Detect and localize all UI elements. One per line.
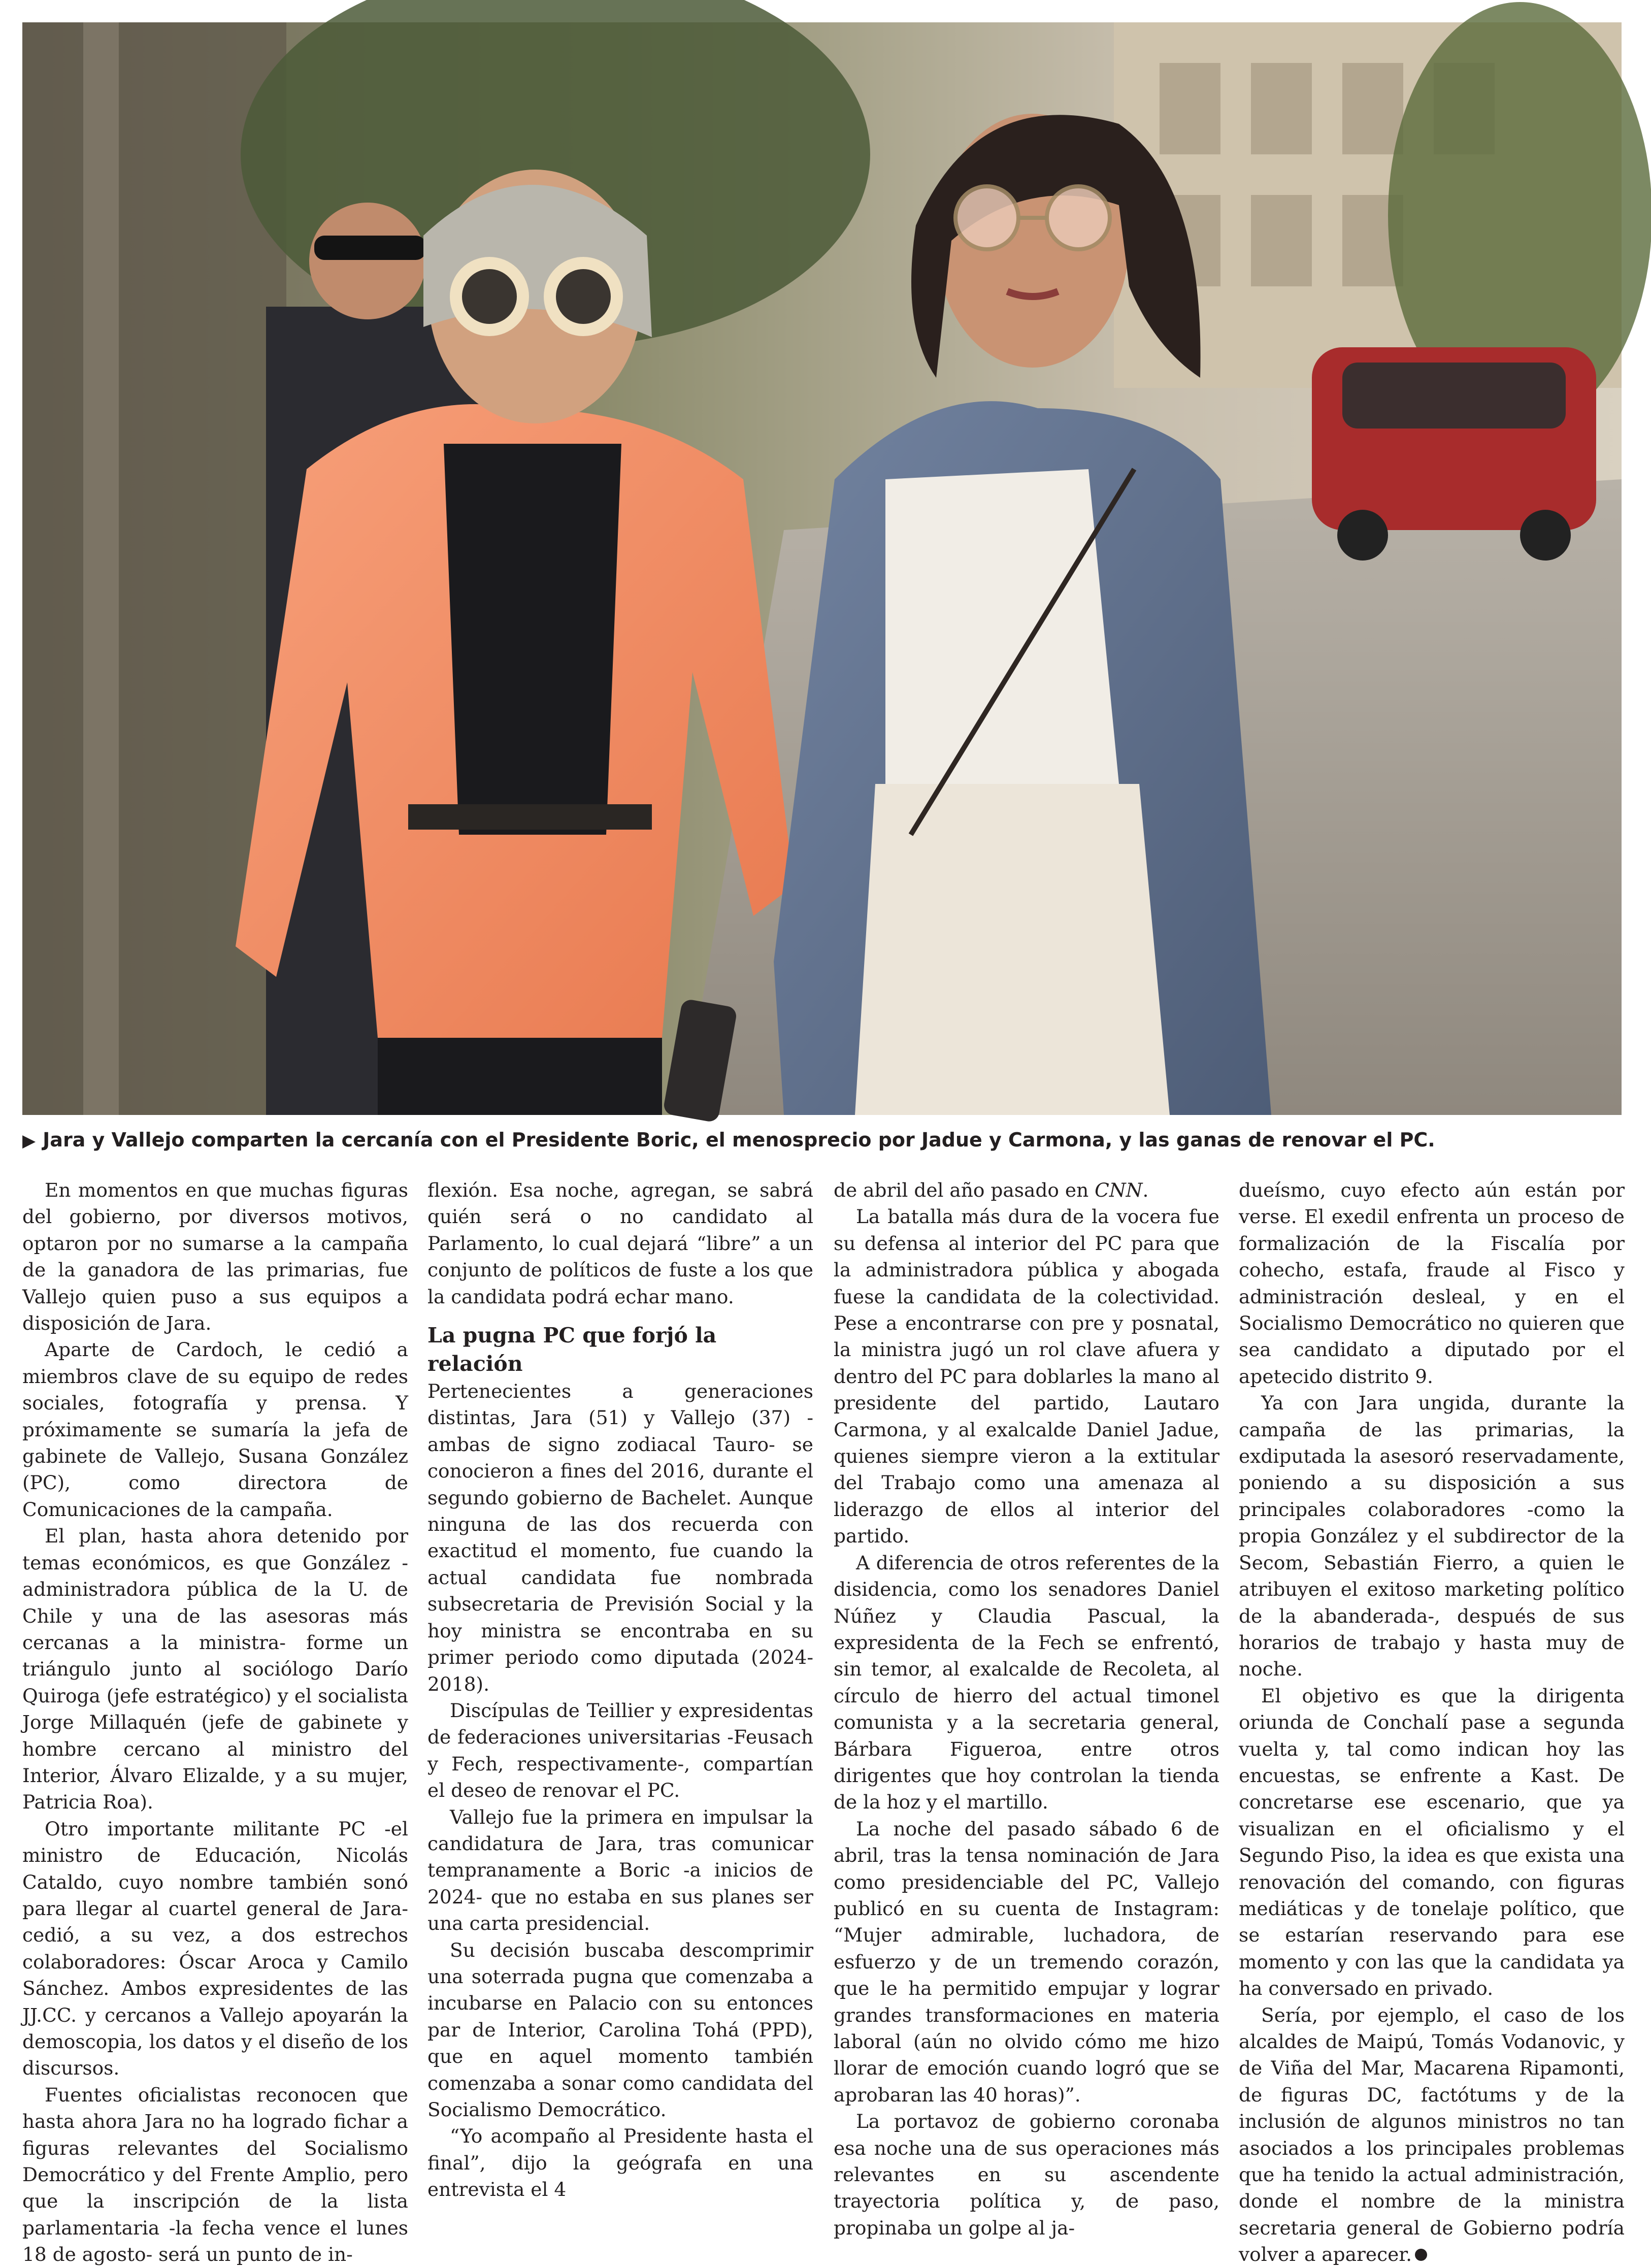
paragraph [1239, 2002, 1625, 2268]
caption-arrow-icon: ▶ [22, 1131, 36, 1151]
paragraph: El plan, hasta ahora detenido por temas económicos, es que González -administradora pública de la U. de Chile y una de las asesoras más cercanas a la ministra- forme un triángulo junto al sociólogo Darío Quiroga (jefe estratégico) y el socialista Jorge Millaquén (jefe de gabinete y hombre cercano al ministro del Interior, Álvaro Elizalde, y a su mujer, Patricia Roa). [22, 1525, 408, 1814]
paragraph: Vallejo fue la primera en impulsar la candidatura de Jara, tras comunicar tempranamente a Boric -a inicios de 2024- que no estaba en sus planes ser una carta presidencial. [427, 1805, 813, 1935]
paragraph [834, 1177, 1219, 1203]
paragraph: El objetivo es que la dirigenta oriunda de Conchalí pase a segunda vuelta y, tal como indican hoy las encuestas, se enfrente a Kast. De concretarse ese escenario, que ya visualizan en el oficialismo y el Segundo Piso, la idea es que exista una renovación del comando, con figuras mediáticas y de tonelaje político, que se estarían reservando para ese momento y con las que la candidata ya ha conversado en privado. [1239, 1684, 1625, 2000]
end-of-article-icon [1415, 2249, 1427, 2261]
paragraph: Fuentes oficialistas reconocen que hasta ahora Jara no ha logrado fichar a figuras relevantes del Socialismo Democrático y del Frente Amplio, pero que la inscripción de la lista parlamentaria -la fecha vence el lunes 18 de agosto- será un punto de in- [22, 2083, 408, 2266]
paragraph: En momentos en que muchas figuras del gobierno, por diversos motivos, optaron por no sumarse a la campaña de la ganadora de las primarias, fue Vallejo quien puso a sus equipos a disposición de Jara. [22, 1179, 408, 1335]
paragraph: Su decisión buscaba descomprimir una soterrada pugna que comenzaba a incubarse en Palacio con su entonces par de Interior, Carolina Tohá (PPD), que en aquel momento también comenzaba a sonar como candidata del Socialismo Democrático. [427, 1938, 813, 2121]
paragraph: A diferencia de otros referentes de la disidencia, como los senadores Daniel Núñez y Claudia Pascual, la expresidenta de la Fech se enfrentó, sin temor, al exalcalde de Recoleta, al círculo de hierro del actual timonel comunista y a la secretaria general, Bárbara Figueroa, entre otros dirigentes que hoy controlan la tienda de la hoz y el martillo. [834, 1551, 1219, 1814]
paragraph: La portavoz de gobierno coronaba esa noche una de sus operaciones más relevantes en su ascendente trayectoria política y, de paso, propinaba un golpe al ja- [834, 2110, 1219, 2239]
paragraph: flexión. Esa noche, agregan, se sabrá quién será o no candidato al Parlamento, lo cual dejará “libre” a un conjunto de políticos de fuste a los que la candidata podrá echar mano. [427, 1179, 813, 1308]
paragraph: Ya con Jara ungida, durante la campaña de las primarias, la exdiputada la asesoró reservadamente, poniendo a su disposición a sus principales colaboradores -como la propia González y el subdirector de la Secom, Sebastián Fierro, a quien le atribuyen el exitoso marketing político de la abanderada-, después de sus horarios de trabajo y hasta muy de noche. [1239, 1392, 1625, 1681]
paragraph: dueísmo, cuyo efecto aún están por verse. El exedil enfrenta un proceso de formalización de la Fiscalía por cohecho, estafa, fraude al Fisco y administración desleal, y en el Socialismo Democrático no quieren que sea candidato a diputado por el apetecido distrito 9. [1239, 1179, 1625, 1388]
caption-text: Jara y Vallejo comparten la cercanía con el Presidente Boric, el menosprecio por Jadue y Carmona, y las ganas de renovar el PC. [43, 1129, 1435, 1151]
paragraph: Aparte de Cardoch, le cedió a miembros clave de su equipo de redes sociales, fotografía y prensa. Y próximamente se sumaría la jefa de gabinete de Vallejo, Susana González (PC), como directora de Comunicaciones de la campaña. [22, 1338, 408, 1521]
paragraph: Otro importante militante PC -el ministro de Educación, Nicolás Cataldo, cuyo nombre también sonó para llegar al cuartel general de Jara- cedió, a su vez, a dos estrechos colaboradores: Óscar Aroca y Camilo Sánchez. Ambos expresidentes de las JJ.CC. y cercanos a Vallejo apoyarán la demoscopia, los datos y el diseño de los discursos. [22, 1817, 408, 2080]
paragraph: Discípulas de Teillier y expresidentas de federaciones universitarias -Feusach y Fech, respectivamente-, compartían el deseo de renovar el PC. [427, 1699, 813, 1802]
article-column-2 [427, 1177, 813, 2201]
paragraph: Pertenecientes a generaciones distintas, Jara (51) y Vallejo (37) -ambas de signo zodiacal Tauro- se conocieron a fines del 2016, durante el segundo gobierno de Bachelet. Aunque ninguna de las dos recuerda con exactitud el momento, fue cuando la actual candidata fue nombrada subsecretaria de Previsión Social y la hoy ministra se encontraba en su primer periodo como diputada (2024-2018). [427, 1380, 813, 1695]
paragraph: La batalla más dura de la vocera fue su defensa al interior del PC para que la administradora pública y abogada fuese la candidata de la colectividad. Pese a encontrarse con pre y posnatal, la ministra jugó un rol clave afuera y dentro del PC para doblarles la mano al presidente del partido, Lautaro Carmona, y al exalcalde Daniel Jadue, quienes siempre vieron a la extitular del Trabajo como una amenaza al liderazgo de ellos al interior del partido. [834, 1205, 1219, 1548]
paragraph: “Yo acompaño al Presidente hasta el final”, dijo la geógrafa en una entrevista el 4 [427, 2125, 813, 2201]
photo-illustration [22, 22, 1622, 1115]
closing-paragraph-text: Sería, por ejemplo, el caso de los alcaldes de Maipú, Tomás Vodanovic, y de Viña del Mar, Macarena Ripamonti, de figuras DC, factótums y de la inclusión de algunos ministros no tan asociados a los principales problemas que ha tenido la actual administración, donde el nombre de la ministra secretaria general de Gobierno podría volver a aparecer. [1239, 2003, 1625, 2266]
article-column-1 [22, 1177, 408, 2266]
photo-caption [22, 1123, 1622, 1157]
article-column-4 [1239, 1177, 1625, 2266]
lead-end: . [1142, 1179, 1149, 1201]
article-column-3 [834, 1177, 1219, 2239]
section-subhead: La pugna PC que forjó la relación [427, 1323, 717, 1376]
outlet-name: CNN [1095, 1179, 1143, 1201]
paragraph: La noche del pasado sábado 6 de abril, tras la tensa nominación de Jara como presidenciable del PC, Vallejo publicó en su cuenta de Instagram: “Mujer admirable, luchadora, de esfuerzo y de un tremendo corazón, que le ha permitido empujar y lograr grandes transformaciones en materia laboral (aún no olvido cómo me hizo llorar de emoción cuando logró que se aprobaran las 40 horas)”. [834, 1817, 1219, 2106]
lead-text: de abril del año pasado en [834, 1179, 1095, 1201]
news-photo [22, 22, 1622, 1115]
